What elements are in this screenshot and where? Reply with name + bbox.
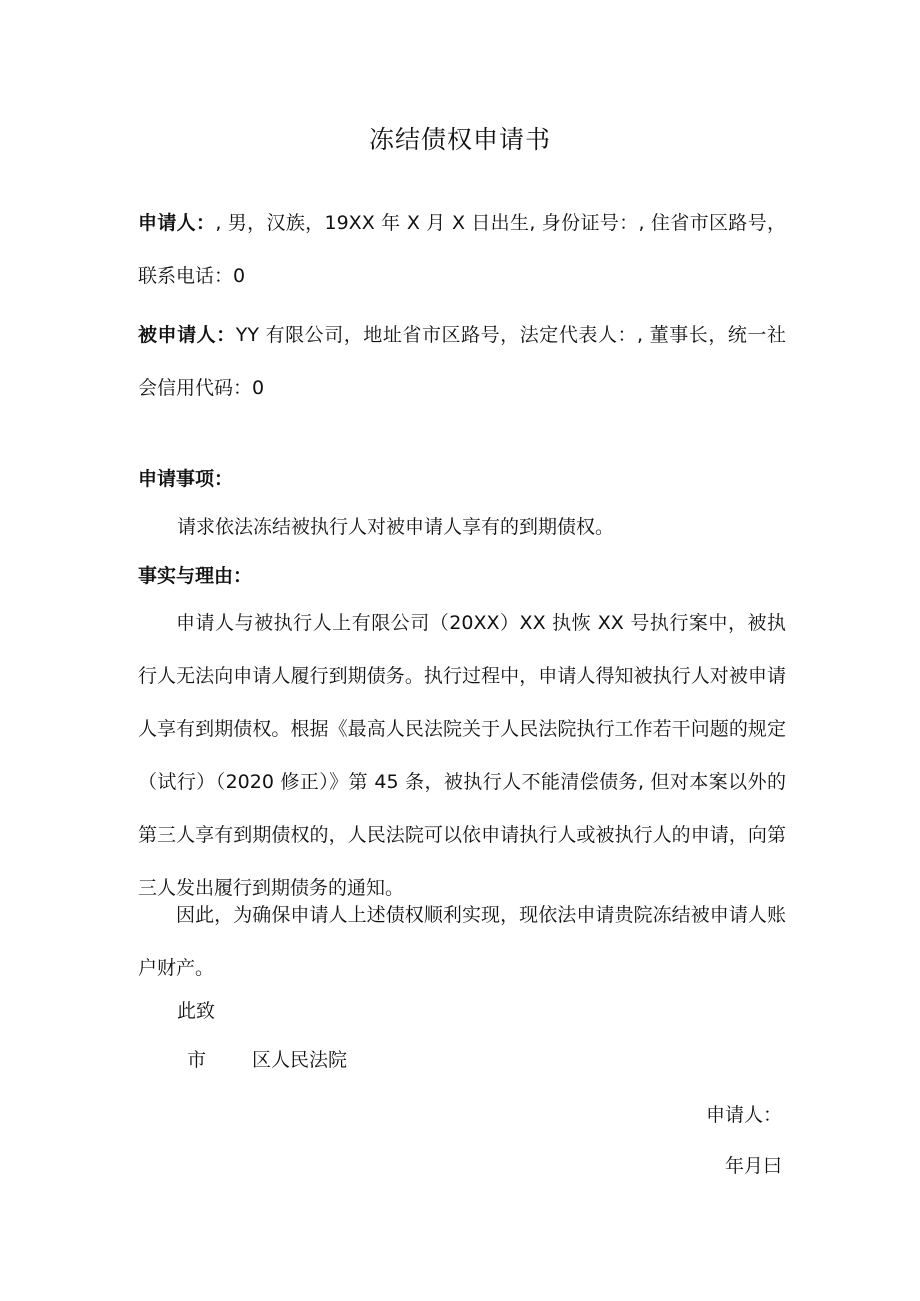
applicant-text: , 男，汉族，19XX 年 X 月 X 日出生, 身份证号：, 住省市区路号，联系电话：0 [138, 212, 786, 287]
court-city: 市 [187, 1049, 207, 1071]
date-label: 年月曰 [725, 1155, 783, 1177]
respondent-text: YY 有限公司，地址省市区路号，法定代表人：, 董事长，统一社会信用代码：0 [138, 324, 786, 399]
facts-paragraph-1: 申请人与被执行人上有限公司（20XX）XX 执恢 XX 号执行案中，被执行人无法向申请人履行到期债务。执行过程中，申请人得知被执行人对被申请人享有到期债权。根据《最高人民法院关于人民法院执行工作若干问题的规定（试行）（2020 修正）》第 45 条，被执行人不能清偿债务, 但对本案以外的第三人享有到期债权的，人民法院可以依申请执行人或被执行人的申请，向第三人发出履行到期债务的通知。 [138, 612, 786, 899]
matters-body: 请求依法冻结被执行人对被申请人享有的到期债权。 [177, 516, 615, 538]
facts-paragraph-2: 因此，为确保申请人上述债权顺利实现，现依法申请贵院冻结被申请人账户财产。 [138, 904, 786, 979]
applicant-paragraph [138, 197, 786, 303]
respondent-label: 被申请人： [138, 324, 236, 346]
facts-heading: 事实与理由： [138, 565, 253, 587]
document-title: 冻结债权申请书 [368, 125, 551, 154]
signature-label: 申请人： [706, 1104, 783, 1126]
applicant-label: 申请人： [138, 212, 216, 234]
matters-heading: 申请事项： [138, 468, 234, 490]
salutation: 此致 [177, 1000, 216, 1022]
court-name: 区人民法院 [252, 1049, 348, 1071]
respondent-paragraph [138, 309, 786, 415]
